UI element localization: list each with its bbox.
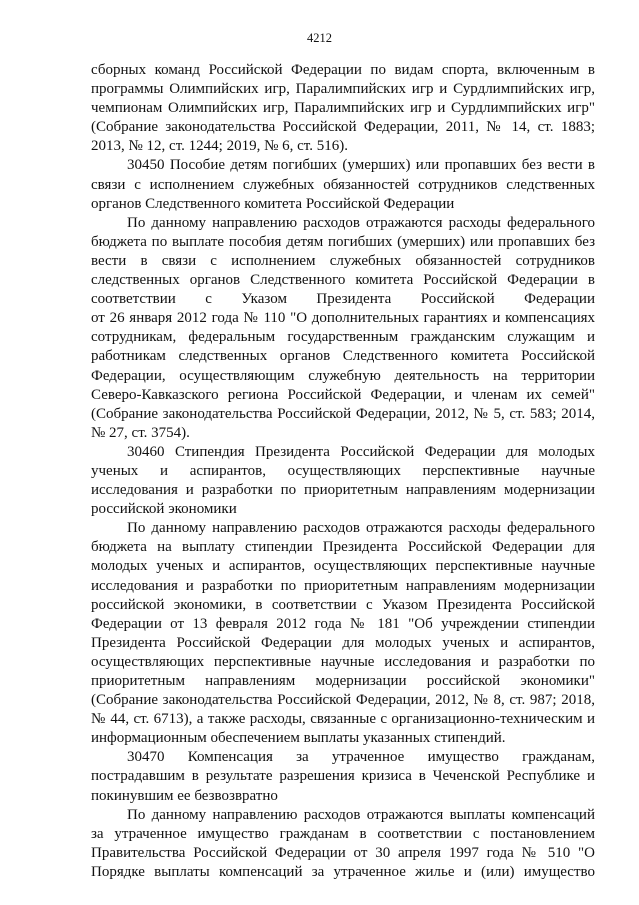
text-line: бюджета на выплату стипендии Президента Российской Федерации для bbox=[91, 539, 595, 556]
text-line: По данному направлению расходов отражаются расходы федерального bbox=[127, 214, 595, 231]
text-line: связи с исполнением служебных обязанностей сотрудников следственных bbox=[91, 176, 595, 193]
text-line: следственных органов Следственного комитета Российской Федерации в bbox=[91, 272, 595, 289]
text-line: ученых и аспирантов, осуществляющих перспективные научные bbox=[91, 462, 595, 479]
text-line: исследования и разработки по приоритетным направлениям модернизации bbox=[91, 482, 595, 499]
text-line: от 26 января 2012 года № 110 "О дополнительных гарантиях и компенсациях bbox=[91, 310, 595, 327]
text-line: чемпионам Олимпийских игр, Паралимпийских игр и Сурдлимпийских игр" bbox=[91, 100, 595, 117]
text-line: 30460 Стипендия Президента Российской Федерации для молодых bbox=[127, 443, 595, 460]
text-line: соответствии с Указом Президента Российской Федерации bbox=[91, 291, 595, 308]
text-line: сотрудникам, федеральным государственным гражданским служащим и bbox=[91, 329, 595, 346]
text-line: По данному направлению расходов отражаются расходы федерального bbox=[127, 520, 595, 537]
text-line: Федерации от 13 февраля 2012 года № 181 "Об учреждении стипендии bbox=[91, 615, 595, 632]
text-line: Порядке выплаты компенсаций за утраченное жилье и (или) имущество bbox=[91, 863, 595, 880]
text-line: молодых ученых и аспирантов, осуществляющих перспективные научные bbox=[91, 558, 595, 575]
text-line: пострадавшим в результате разрешения кризиса в Чеченской Республике и bbox=[91, 768, 595, 785]
text-line: 30470 Компенсация за утраченное имущество гражданам, bbox=[127, 749, 595, 766]
text-line: № 27, ст. 3754). bbox=[91, 424, 190, 441]
text-line: бюджета по выплате пособия детям погибших (умерших) или пропавших без bbox=[91, 233, 595, 250]
text-line: (Собрание законодательства Российской Федерации, 2012, № 8, ст. 987; 2018, bbox=[91, 692, 595, 709]
text-line: осуществляющих перспективные научные исследования и разработки по bbox=[91, 653, 595, 670]
text-line: российской экономики, в соответствии с Указом Президента Российской bbox=[91, 596, 595, 613]
text-line: за утраченное имущество гражданам в соответствии с постановлением bbox=[91, 825, 595, 842]
text-line: 2013, № 12, ст. 1244; 2019, № 6, ст. 516). bbox=[91, 138, 348, 155]
text-line: вести в связи с исполнением служебных обязанностей сотрудников bbox=[91, 252, 595, 269]
text-line: (Собрание законодательства Российской Федерации, 2011, № 14, ст. 1883; bbox=[91, 119, 595, 136]
text-line: российской экономики bbox=[91, 501, 237, 518]
text-line: органов Следственного комитета Российской Федерации bbox=[91, 195, 455, 212]
page-number: 4212 bbox=[307, 31, 332, 45]
document-body bbox=[91, 61, 595, 882]
text-line: программы Олимпийских игр, Паралимпийских игр и Сурдлимпийских игр, bbox=[91, 81, 595, 98]
text-line: По данному направлению расходов отражаются выплаты компенсаций bbox=[127, 806, 595, 823]
text-line: (Собрание законодательства Российской Федерации, 2012, № 5, ст. 583; 2014, bbox=[91, 405, 595, 422]
text-line: информационным обеспечением выплаты указанных стипендий. bbox=[91, 730, 506, 747]
text-line: приоритетным направлениям модернизации российской экономики" bbox=[91, 673, 595, 689]
text-line: № 44, ст. 6713), а также расходы, связанные с организационно-техническим и bbox=[91, 711, 595, 728]
text-line: исследования и разработки по приоритетным направлениям модернизации bbox=[91, 577, 595, 594]
text-line: сборных команд Российской Федерации по видам спорта, включенным в bbox=[91, 62, 595, 78]
text-line: Северо-Кавказского региона Российской Федерации, и членам их семей" bbox=[91, 386, 595, 403]
text-line: Федерации, осуществляющим служебную деятельность на территории bbox=[91, 367, 595, 384]
text-line: Президента Российской Федерации для молодых ученых и аспирантов, bbox=[91, 634, 595, 651]
text-line: работникам следственных органов Следственного комитета Российской bbox=[91, 348, 595, 365]
text-line: покинувшим ее безвозвратно bbox=[91, 787, 278, 804]
text-line: 30450 Пособие детям погибших (умерших) или пропавших без вести в bbox=[127, 157, 595, 174]
text-line: Правительства Российской Федерации от 30 апреля 1997 года № 510 "О bbox=[91, 844, 595, 861]
